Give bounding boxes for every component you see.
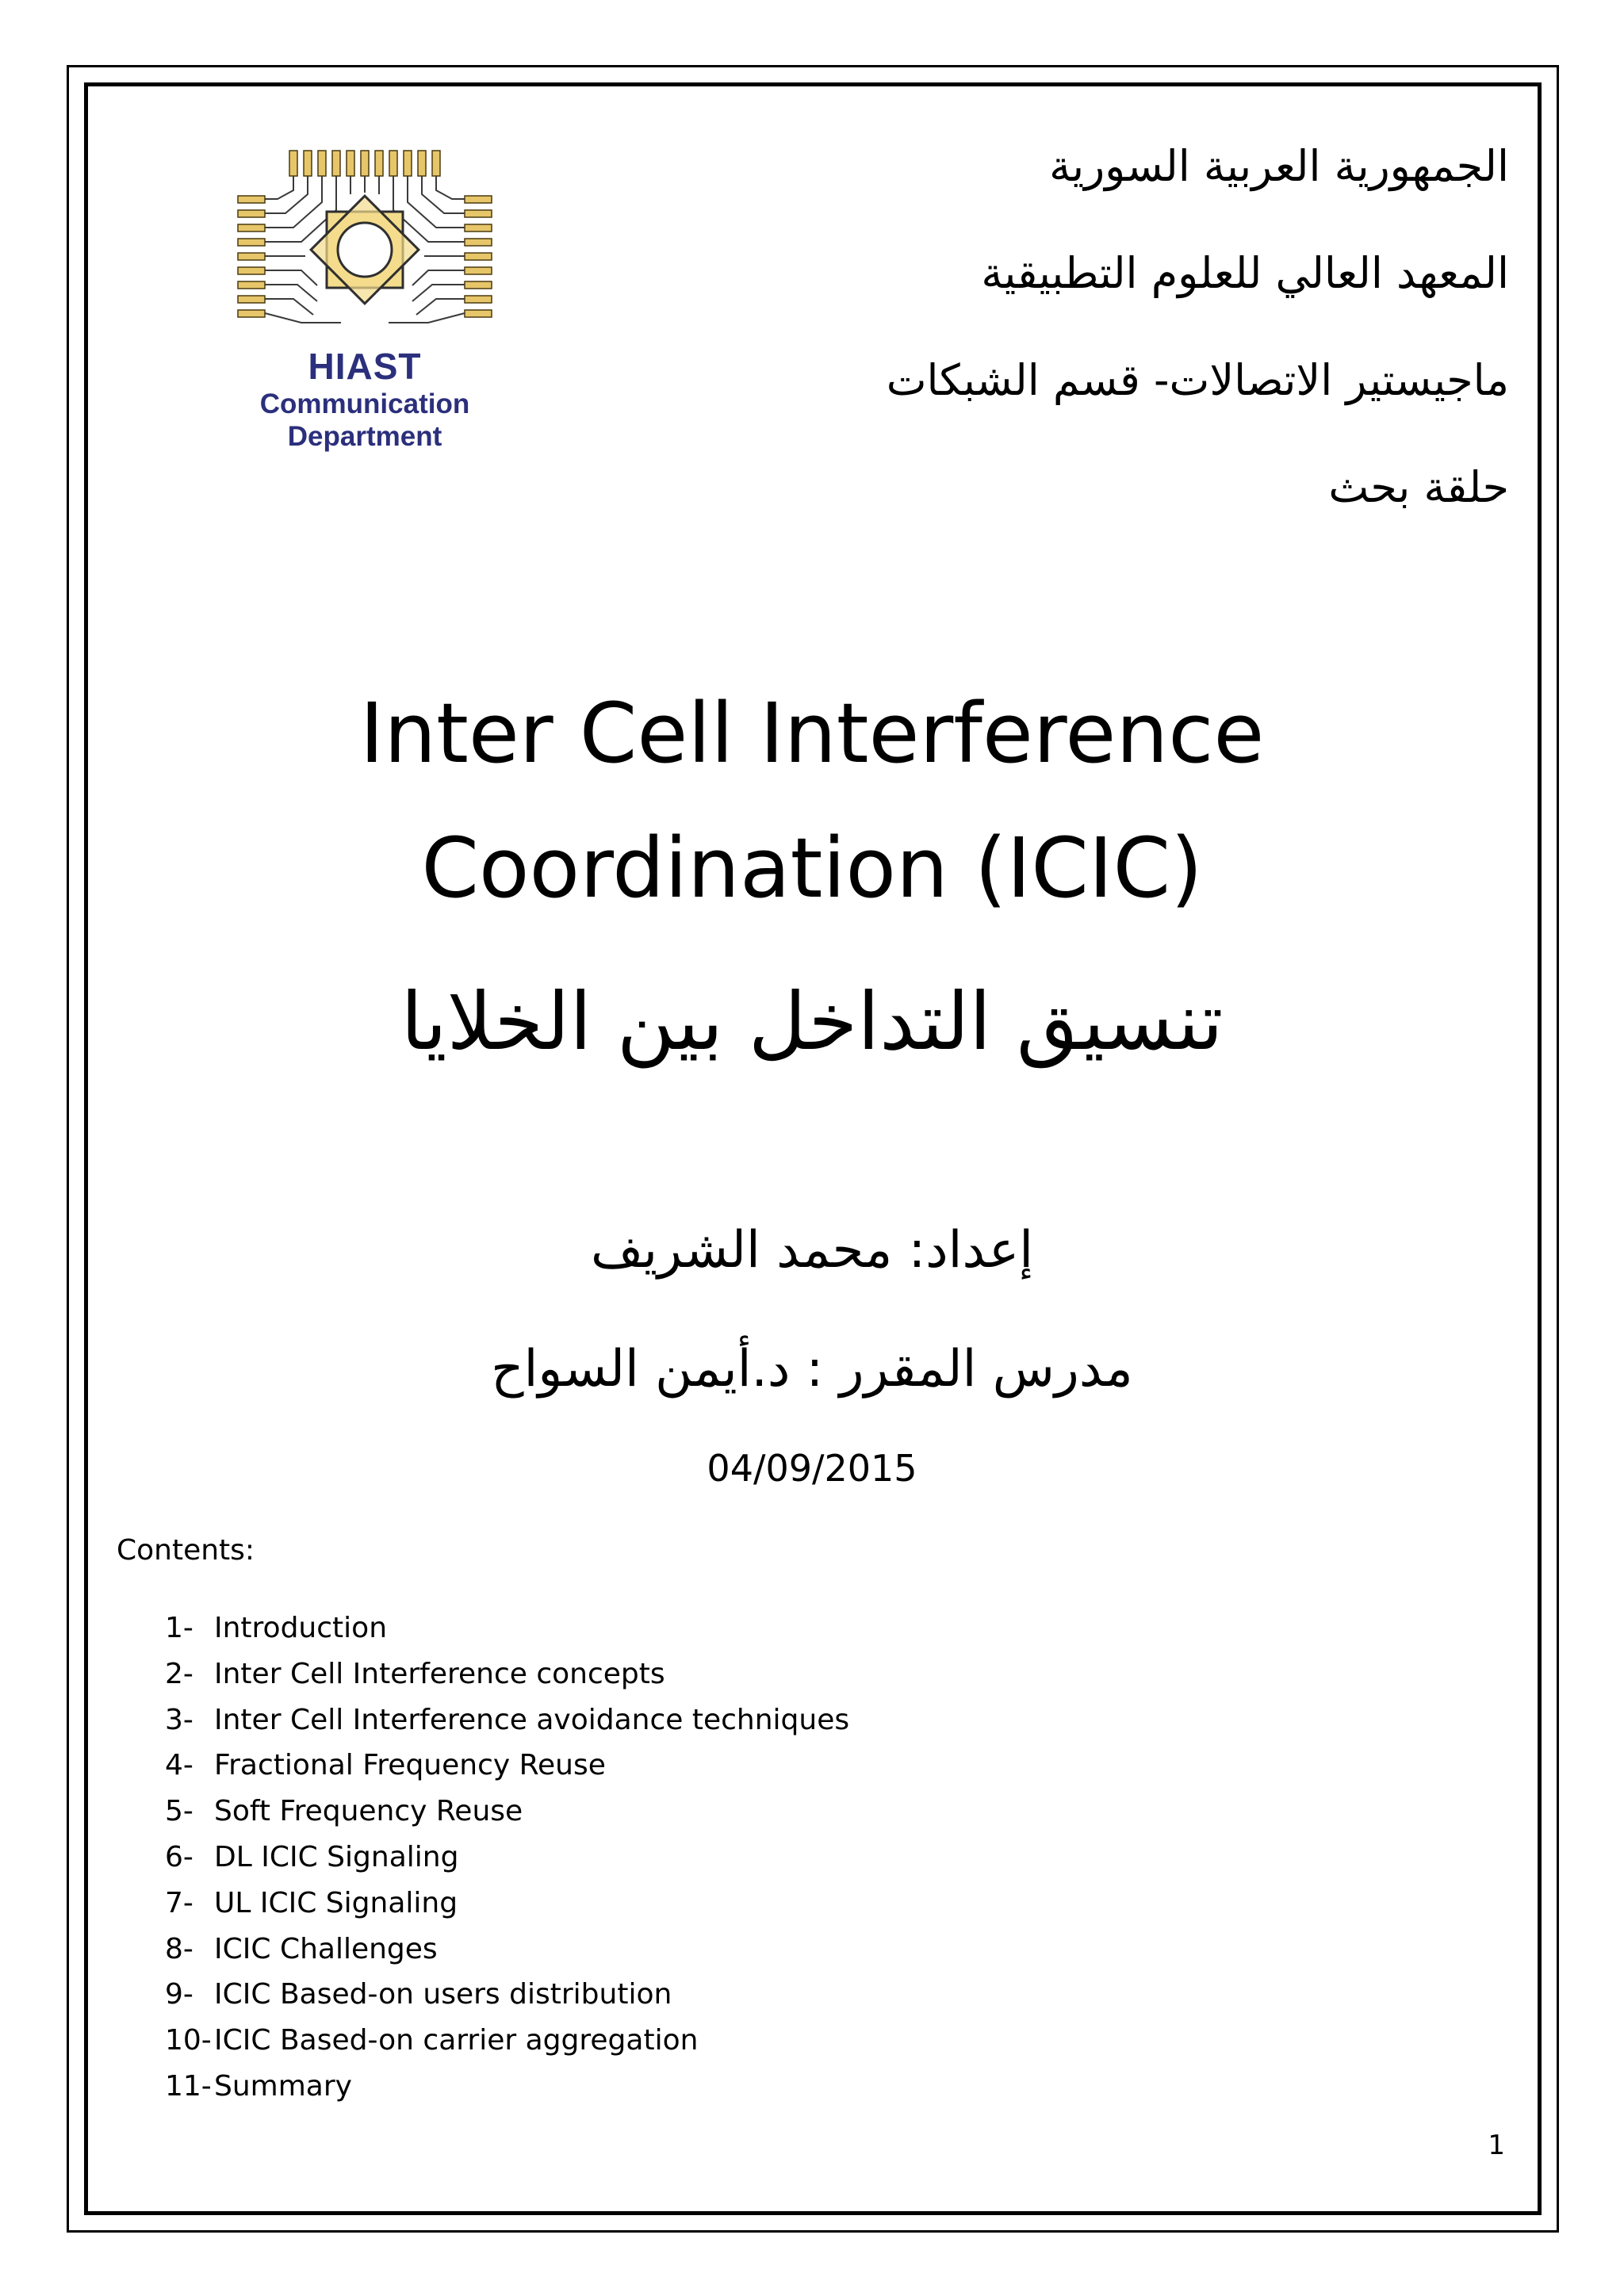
toc-item-number: 6- [165,1840,193,1873]
chip-octagram-emblem-icon [230,147,500,341]
toc-item [165,1743,849,1789]
toc-item-number: 3- [165,1703,193,1736]
toc-item [165,1651,849,1697]
toc-item [165,1789,849,1835]
toc-item-text: Inter Cell Interference avoidance techniques [214,1703,850,1736]
toc-item-text: ICIC Challenges [214,1932,438,1965]
toc-item-text: Inter Cell Interference concepts [214,1657,665,1690]
title-english-line-2: Coordination (ICIC) [421,820,1203,916]
document-type: حلقة بحث [1328,462,1509,512]
toc-item-text: Fractional Frequency Reuse [214,1749,606,1782]
toc-item [165,2018,849,2064]
toc-item-text: Introduction [214,1612,388,1644]
toc-item-number: 4- [165,1749,193,1782]
toc-item [165,2064,849,2110]
contents-heading: Contents: [117,1534,255,1567]
toc-item [165,1927,849,1973]
program-name: ماجيستير الاتصالات- قسم الشبكات [886,355,1509,405]
toc-item-number: 9- [165,1978,193,2011]
toc-item-text: UL ICIC Signaling [214,1886,458,1919]
logo-subtitle-2: Department [287,421,442,452]
toc-item [165,1972,849,2018]
toc-item-number: 1- [165,1612,193,1644]
toc-item-text: ICIC Based-on carrier aggregation [214,2024,699,2057]
author: إعداد: محمد الشريف [590,1221,1034,1280]
institution-header [716,131,1509,559]
toc-item-number: 7- [165,1886,193,1919]
toc-item-text: Summary [214,2069,352,2103]
hiast-logo [230,147,500,464]
instructor: مدرس المقرر : د.أيمن السواح [491,1340,1133,1399]
toc-item [165,1605,849,1651]
title-arabic: تنسيق التداخل بين الخلايا [400,975,1224,1068]
toc-item [165,1881,849,1927]
logo-title: HIAST [308,346,422,387]
document-date: 04/09/2015 [707,1447,917,1490]
toc-item-text: Soft Frequency Reuse [214,1795,523,1828]
institute-name: المعهد العالي للعلوم التطبيقية [981,248,1509,298]
country-name: الجمهورية العربية السورية [1049,141,1509,191]
title-english-line-1: Inter Cell Interference [359,685,1265,782]
toc-item [165,1697,849,1743]
toc-item-number: 5- [165,1795,193,1828]
toc-item-text: DL ICIC Signaling [214,1840,459,1873]
toc-item [165,1835,849,1881]
page-number: 1 [1488,2130,1505,2161]
toc-item-number: 2- [165,1657,193,1690]
table-of-contents [165,1605,849,2110]
toc-item-number: 11- [165,2069,212,2103]
toc-item-number: 8- [165,1932,193,1965]
toc-item-number: 10- [165,2024,212,2057]
logo-subtitle: Communication [259,388,470,419]
toc-item-text: ICIC Based-on users distribution [214,1978,672,2011]
